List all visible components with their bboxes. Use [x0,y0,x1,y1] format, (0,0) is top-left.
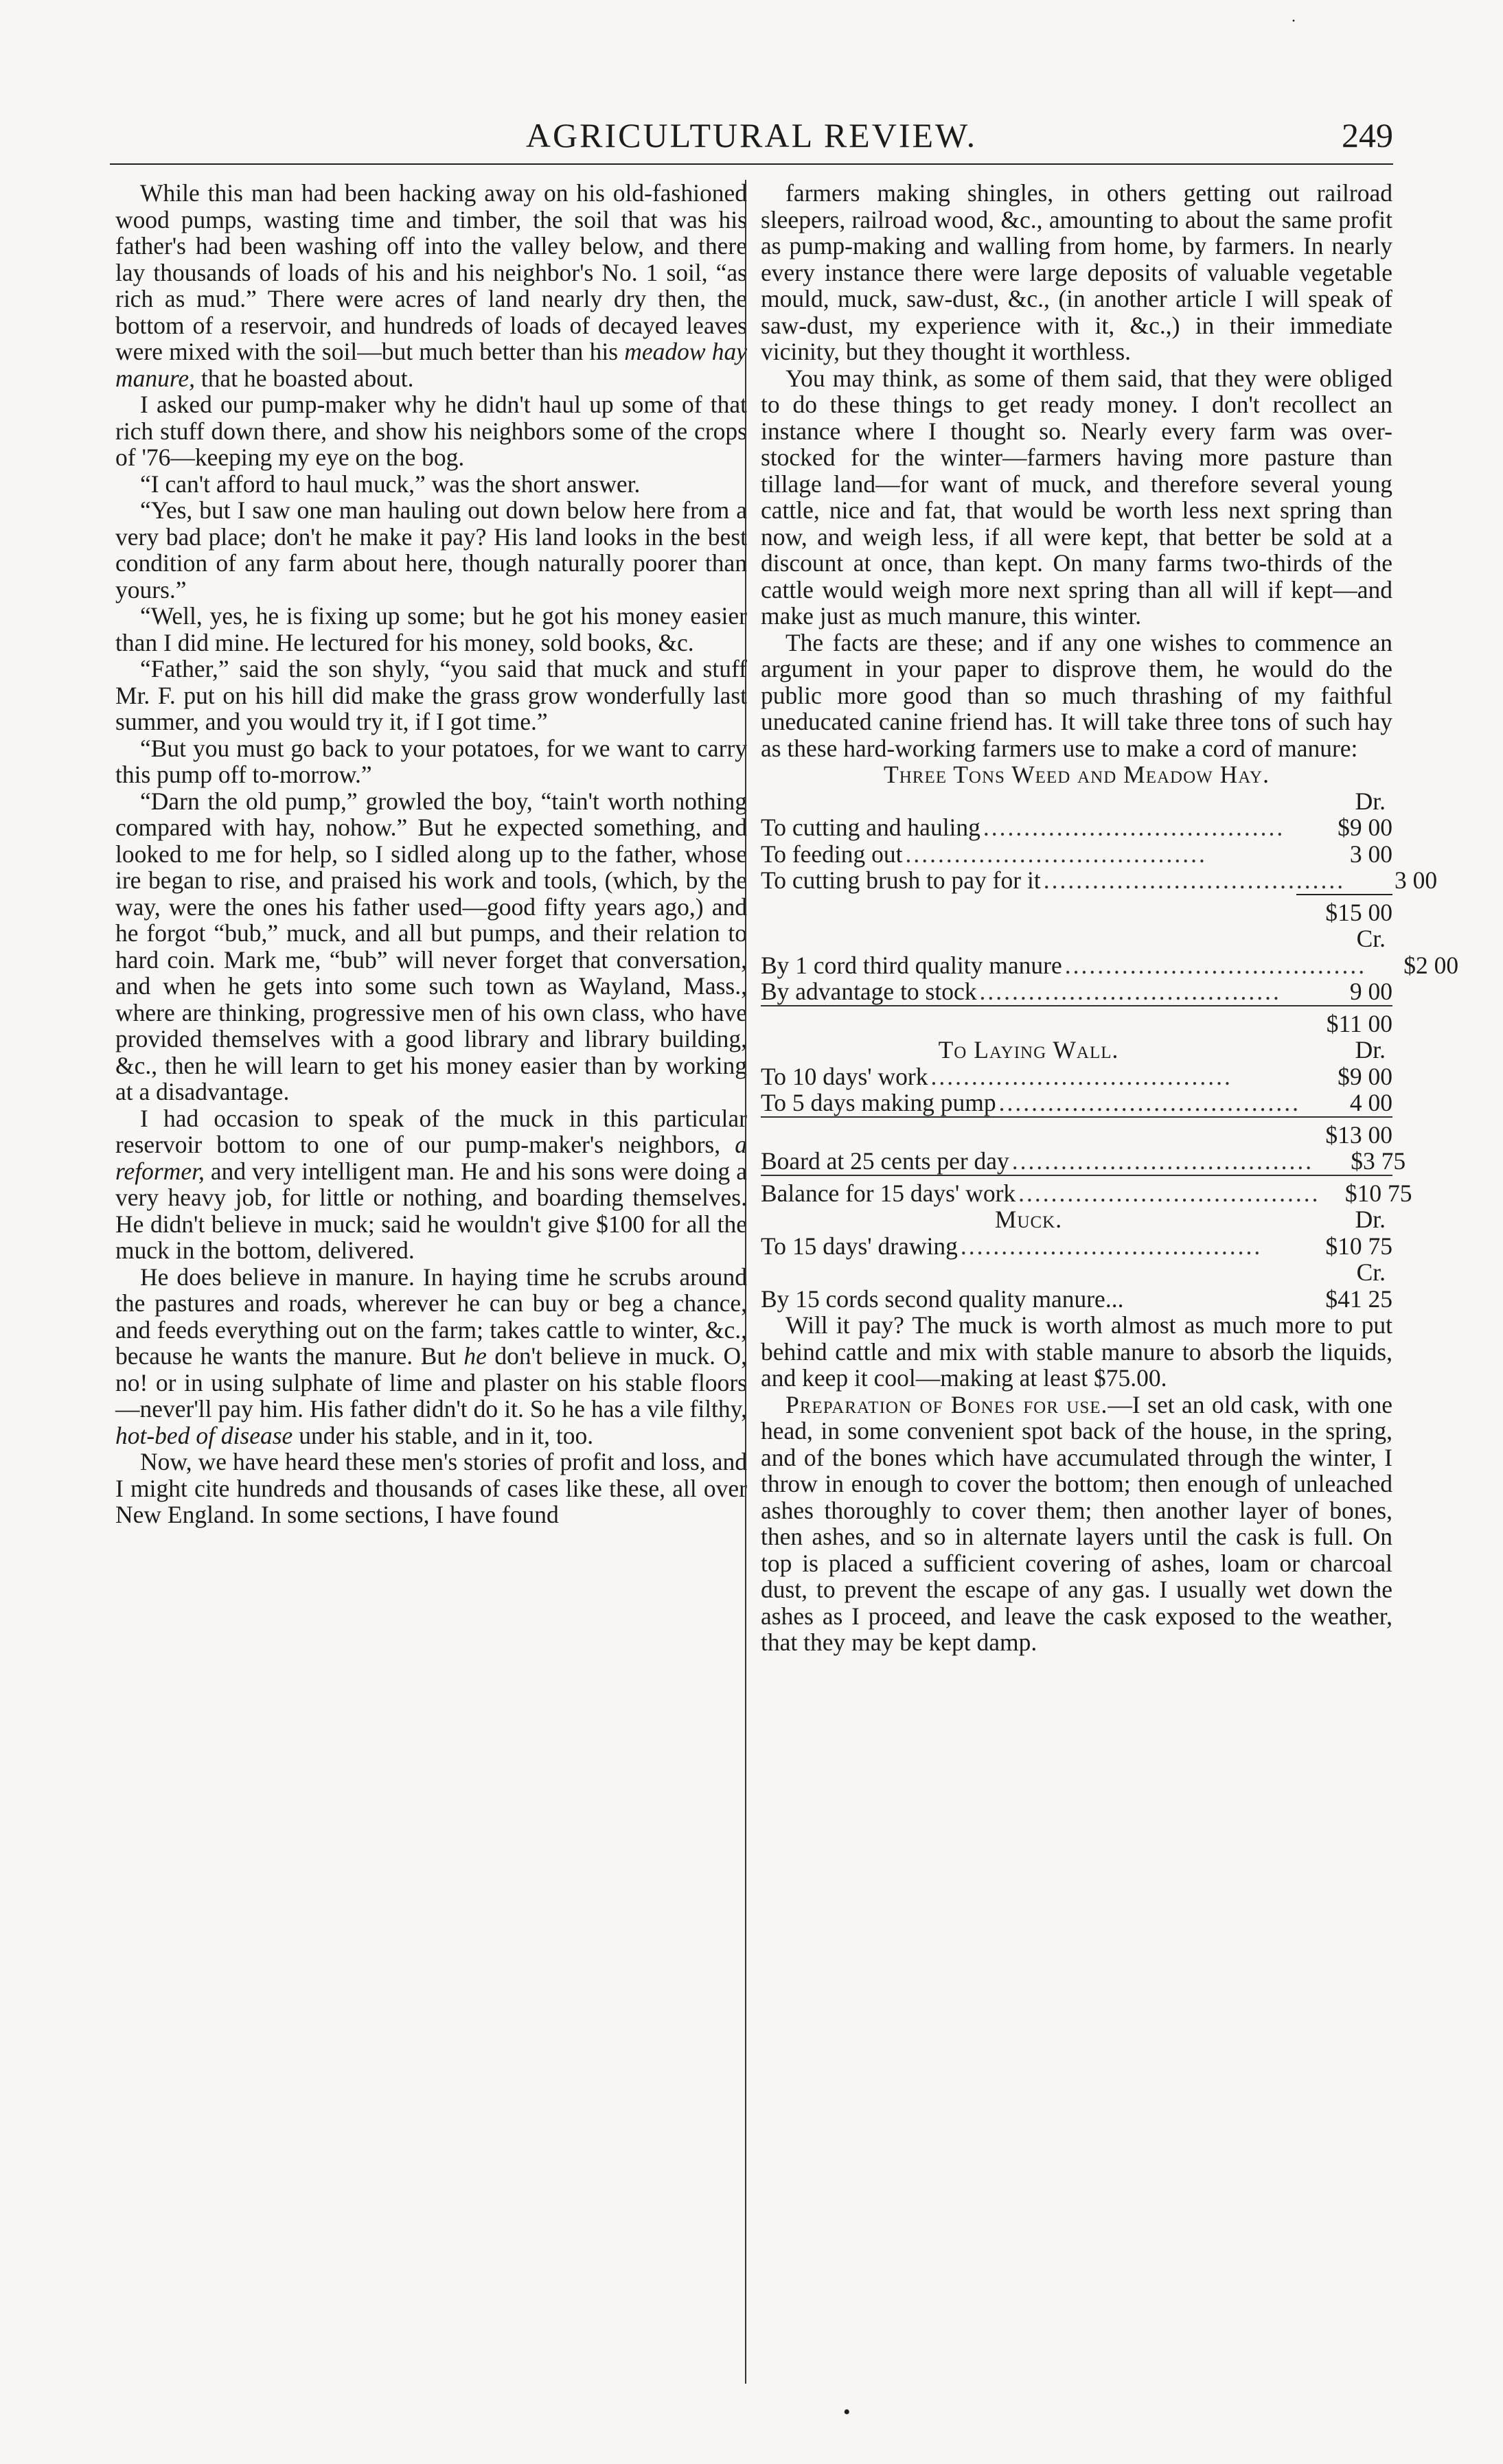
account-total: $15 00 [1325,898,1392,926]
paragraph: “Father,” said the son shyly, “you said that muck and stuff Mr. F. put on his hill did make the grass grow wonderfully last summer, and you would try it, if I got time.” [115,655,747,735]
credit-label: Cr. [1356,925,1386,952]
account-heading: Three Tons Weed and Meadow Hay. [884,761,1270,788]
account-total: $11 00 [1326,1009,1392,1037]
paragraph: You may think, as some of them said, that they were obliged to do these things to get ready money. I don't recollect an instance where I thought so. Nearly every farm was over-stocked for the winter—farmers having more pasture than tillage land—for want of muck, and therefore several young cattle, nice and fat, that would be worth less next spring than now, and weigh less, if all were kept, that better be sold at a discount at once, than kept. On many farms two-thirds of the cattle would weigh more next spring than all will if kept—and make just as much manure, this winter. [761,364,1392,630]
page-number: 249 [1342,116,1393,154]
credit-label: Cr. [1356,1258,1386,1286]
paragraph: “But you must go back to your potatoes, for we want to carry this pump off to-morrow.” [115,734,747,788]
section-rule [761,1116,1392,1122]
column-divider [745,180,746,2384]
emphasis: hot-bed of disease [115,1421,293,1449]
paragraph: I had occasion to speak of the muck in this particular reservoir bottom to one of our pump-maker's neighbors, a reformer, and very intelligent man. He and his sons were doing a very heavy job, for little or nothing, and boarding themselves. He didn't believe in muck; said he wouldn't give $100 for all the muck in the bottom, delivered. [115,1104,748,1264]
paragraph: farmers making shingles, in others getting out railroad sleepers, railroad wood, &c., amounting to about the same profit as pump-making and walling from home, by farmers. In nearly every instance there were large deposits of valuable vegetable mould, muck, saw-dust, &c., (in another article I will speak of saw-dust, my experience with it, &c.,) in their immediate vicinity, but they thought it worthless. [761,179,1392,365]
left-column [115,180,747,1528]
account-total: $13 00 [1325,1120,1392,1149]
running-head [110,115,1393,157]
account-section-head: Muck. Dr. [994,1206,1386,1233]
account-table [761,761,1459,1313]
paragraph: I asked our pump-maker why he didn't haul up some of that rich stuff down there, and show his neighbors some of the crops of '76—keeping my eye on the bog. [115,391,747,471]
account-row: By advantage to stock ..................................... 9 00 [761,978,1392,1005]
account-row: To 15 days' drawing ..................................... $10 75 [761,1232,1392,1260]
speck-mark: · [1291,12,1296,30]
paragraph: Will it pay? The muck is worth almost as much more to put behind cattle and mix with stable manure to absorb the liquids, and keep it cool—making at least $75.00. [761,1311,1392,1392]
account-row: To cutting brush to pay for it ..................................... 3 00 [761,866,1438,894]
section-rule [761,1005,1392,1011]
paragraph: The facts are these; and if any one wishes to commence an argument in your paper to disprove them, he would do the public more good than so much thrashing of my faithful uneducated canine friend has. It will take three tons of such hay as these hard-working farmers use to make a cord of manure: [761,628,1392,762]
speck-mark: • [843,2401,851,2423]
paragraph: “Darn the old pump,” growled the boy, “tain't worth nothing compared with hay, nohow.” But he expected something, and looked to me for help, so I sidled along up to the father, whose ire began to rise, and praised his work and tools, (which, by the way, were the ones his father used—good fifty years ago,) and he forgot “bub,” muck, and all but pumps, and their relation to hard coin. Mark me, “bub” will never forget that conversation, and when he gets into some such town as Wayland, Mass., where are thinking, progressive men of his own class, who have provided themselves with a good library and library building, &c., then he will learn to get his money easier than by working at a disadvantage. [115,787,747,1105]
account-row: To 10 days' work ..................................... $9 00 [761,1062,1392,1090]
header-rule [110,163,1393,165]
emphasis: a reformer, [115,1131,747,1185]
paragraph: While this man had been hacking away on his old-fashioned wood pumps, wasting time and timber, the soil that was his father's had been washing off into the valley below, and there lay thousands of loads of his and his neighbor's No. 1 soil, “as rich as mud.” There were acres of land nearly dry then, the bottom of a reservoir, and hundreds of loads of decayed leaves were mixed with the soil—but much better than his meadow hay manure, that he boasted about. [115,179,747,392]
paragraph: He does believe in manure. In haying time he scrubs around the pastures and roads, wherever he can buy or beg a chance, and feeds everything out on the farm; takes cattle to winter, &c., because he wants the manure. But he don't believe in muck. O, no! or in using sulphate of lime and plaster on his stable floors—never'll pay him. His father didn't do it. So he has a vile filthy, hot-bed of disease under his stable, and in it, too. [115,1263,748,1449]
account-row: To 5 days making pump ..................................... 4 00 [761,1089,1392,1116]
account-section-head: To Laying Wall. Dr. [938,1036,1386,1063]
paragraph: Now, we have heard these men's stories of profit and loss, and I might cite hundreds and thousands of cases like these, all over New England. In some sections, I have found [115,1448,747,1528]
account-row: By 15 cords second quality manure... $41 25 [761,1285,1392,1313]
emphasis: meadow hay manure, [115,338,747,392]
right-column [761,179,1459,1656]
paragraph: Preparation of Bones for use.—I set an old cask, with one head, in some convenient spot back of the house, in the spring, and of the bones which have accumulated through the winter, I throw in enough to cover the bottom; then enough of unleached ashes thoroughly to cover them; then another layer of bones, then ashes, and so in alternate layers until the cask is full. On top is placed a sufficient covering of ashes, loam or charcoal dust, to prevent the escape of any gas. I usually wet down the ashes as I proceed, and leave the cask exposed to the weather, that they may be kept damp. [761,1390,1392,1656]
paragraph: “I can't afford to haul muck,” was the short answer. [140,470,641,498]
debit-label: Dr. [1355,787,1386,815]
account-row: To cutting and hauling ..................................... $9 00 [761,814,1392,841]
account-row: Board at 25 cents per day ..................................... $3 75 [761,1147,1406,1175]
account-row: Balance for 15 days' work ..................................... $10 75 [761,1179,1412,1207]
account-row: By 1 cord third quality manure ..................................... $2 00 [761,951,1459,979]
paragraph: “Well, yes, he is fixing up some; but he got his money easier than I did mine. He lectured for his money, sold books, &c. [115,602,747,656]
running-title: AGRICULTURAL REVIEW. [525,116,978,154]
paragraph: “Yes, but I saw one man hauling out down below here from a very bad place; don't he make it pay? His land looks in the best condition of any farm about here, though naturally poorer than yours.” [115,496,747,603]
emphasis: he [463,1342,487,1370]
run-in-heading: Preparation of Bones for use. [785,1390,1108,1418]
account-row: To feeding out ..................................... 3 00 [761,840,1392,868]
